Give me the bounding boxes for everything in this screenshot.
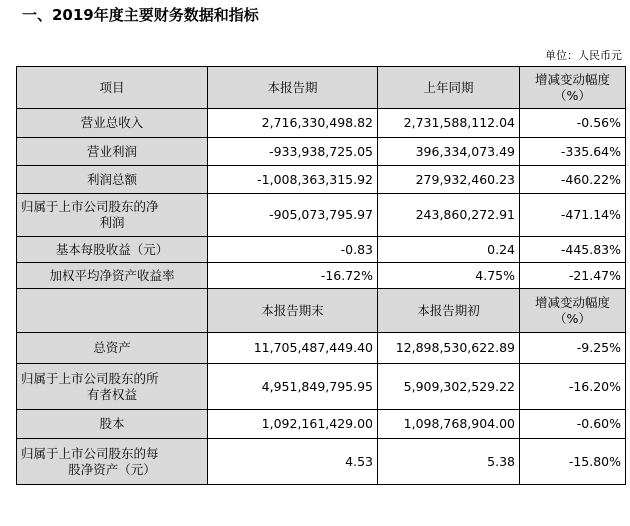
row-current: -933,938,725.05 xyxy=(208,138,378,166)
section-title: 一、2019年度主要财务数据和指标 xyxy=(22,6,259,24)
table-row xyxy=(17,410,626,439)
row-change: -335.64% xyxy=(520,138,626,166)
table-row xyxy=(17,237,626,263)
header-period-start: 本报告期初 xyxy=(378,289,520,333)
row-current: 4,951,849,795.95 xyxy=(208,364,378,410)
row-prior: 2,731,588,112.04 xyxy=(378,109,520,138)
header-change-line2: （%） xyxy=(554,87,591,103)
row-current: 4.53 xyxy=(208,439,378,485)
row-label-line1: 归属于上市公司股东的每 xyxy=(21,445,159,461)
row-label xyxy=(17,194,208,237)
row-current: 1,092,161,429.00 xyxy=(208,410,378,439)
table-header-row xyxy=(17,67,626,109)
header-change xyxy=(520,67,626,109)
row-label xyxy=(17,364,208,410)
table-row xyxy=(17,166,626,194)
row-label-line1: 归属于上市公司股东的所 xyxy=(21,370,159,386)
table-row xyxy=(17,194,626,237)
row-label: 营业总收入 xyxy=(17,109,208,138)
row-prior: 243,860,272.91 xyxy=(378,194,520,237)
row-label-line2: 利润 xyxy=(99,215,125,230)
header-change-line1: 增减变动幅度 xyxy=(534,294,610,310)
row-prior: 0.24 xyxy=(378,237,520,263)
table-row xyxy=(17,109,626,138)
row-current: 2,716,330,498.82 xyxy=(208,109,378,138)
row-prior: 279,932,460.23 xyxy=(378,166,520,194)
row-change: -16.20% xyxy=(520,364,626,410)
row-label: 基本每股收益（元） xyxy=(17,237,208,263)
row-label: 加权平均净资产收益率 xyxy=(17,263,208,289)
row-prior: 396,334,073.49 xyxy=(378,138,520,166)
header-change-line2: （%） xyxy=(554,310,591,326)
row-current: -0.83 xyxy=(208,237,378,263)
header-item: 项目 xyxy=(17,67,208,109)
header-current-period: 本报告期 xyxy=(208,67,378,109)
row-prior: 4.75% xyxy=(378,263,520,289)
row-current: -16.72% xyxy=(208,263,378,289)
row-label: 营业利润 xyxy=(17,138,208,166)
row-change: -0.60% xyxy=(520,410,626,439)
row-change: -445.83% xyxy=(520,237,626,263)
row-label-line2: 有者权益 xyxy=(86,386,137,402)
row-prior: 5,909,302,529.22 xyxy=(378,364,520,410)
row-change: -471.14% xyxy=(520,194,626,237)
table-row xyxy=(17,138,626,166)
header-empty xyxy=(17,289,208,333)
row-label: 股本 xyxy=(17,410,208,439)
row-change: -21.47% xyxy=(520,263,626,289)
header-change-line1: 增减变动幅度 xyxy=(534,71,610,87)
row-prior: 5.38 xyxy=(378,439,520,485)
table-row xyxy=(17,364,626,410)
row-label-line2: 股净资产（元） xyxy=(68,461,156,477)
row-current: -905,073,795.97 xyxy=(208,194,378,237)
row-current: 11,705,487,449.40 xyxy=(208,333,378,364)
row-label: 利润总额 xyxy=(17,166,208,194)
row-change: -9.25% xyxy=(520,333,626,364)
row-label-line1: 归属于上市公司股东的净 xyxy=(21,199,159,214)
row-prior: 1,098,768,904.00 xyxy=(378,410,520,439)
table-row xyxy=(17,263,626,289)
row-label xyxy=(17,439,208,485)
row-change: -0.56% xyxy=(520,109,626,138)
table-row xyxy=(17,439,626,485)
row-change: -460.22% xyxy=(520,166,626,194)
row-current: -1,008,363,315.92 xyxy=(208,166,378,194)
currency-unit: 单位：人民币元 xyxy=(545,49,622,62)
row-prior: 12,898,530,622.89 xyxy=(378,333,520,364)
financial-table xyxy=(16,66,626,485)
header-change xyxy=(520,289,626,333)
header-period-end: 本报告期末 xyxy=(208,289,378,333)
header-prior-period: 上年同期 xyxy=(378,67,520,109)
row-change: -15.80% xyxy=(520,439,626,485)
table-header-row xyxy=(17,289,626,333)
row-label: 总资产 xyxy=(17,333,208,364)
table-row xyxy=(17,333,626,364)
